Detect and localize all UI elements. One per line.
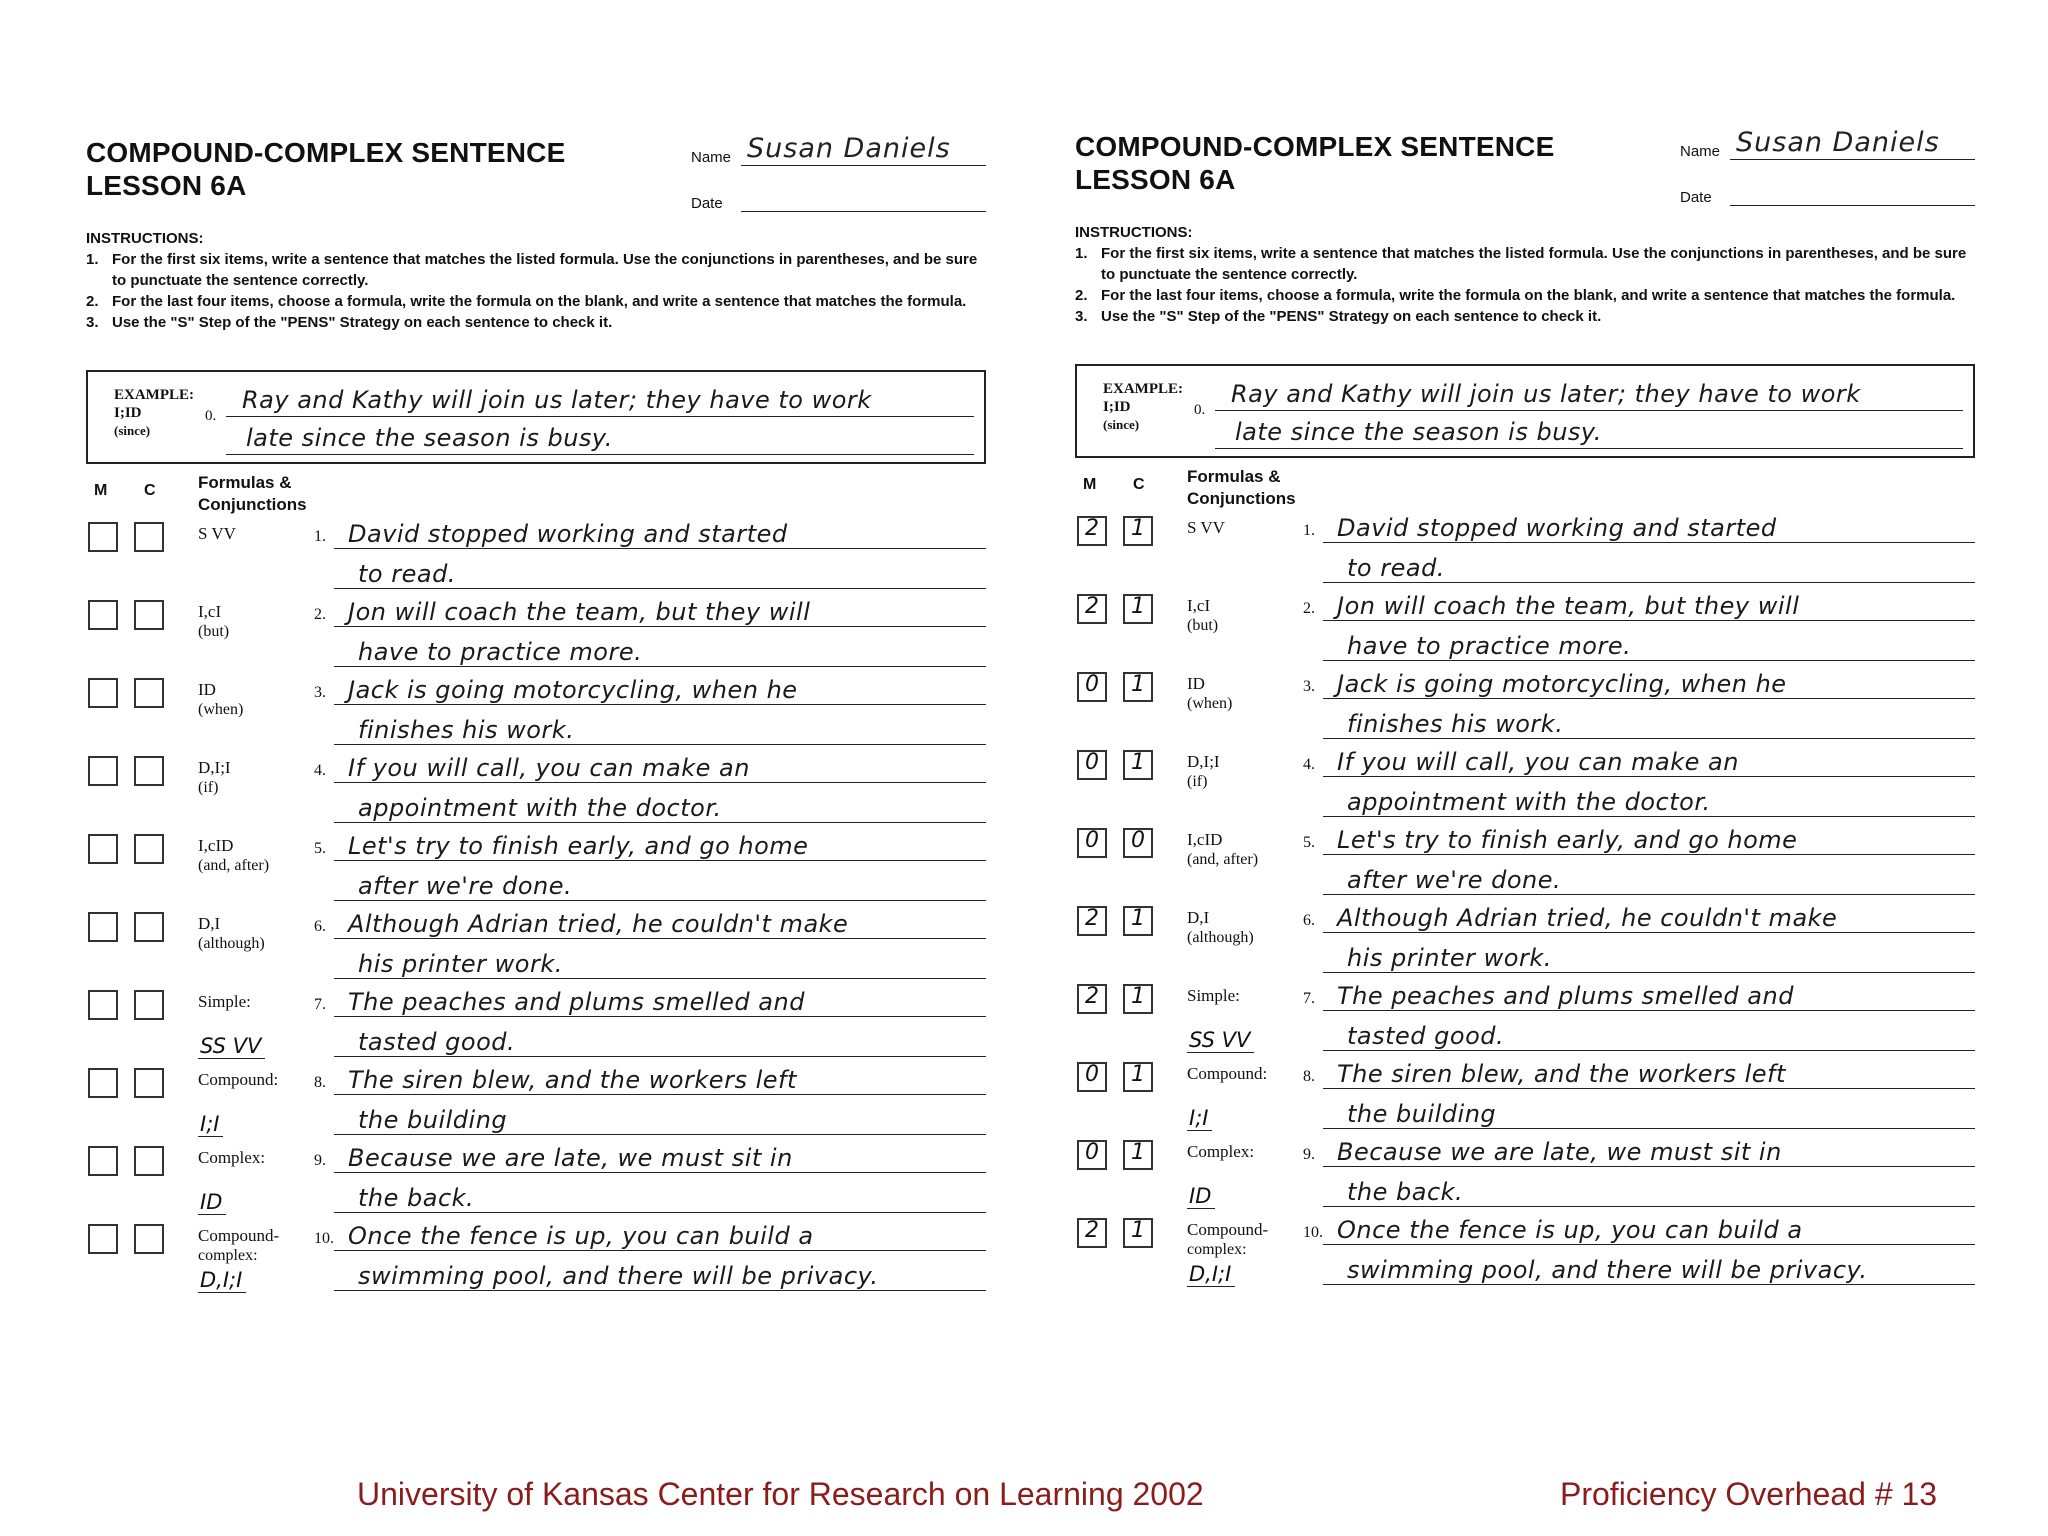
answer-line-1: David stopped working and started <box>348 520 788 548</box>
answer-line-2: the building <box>358 1106 508 1134</box>
item-number: 5. <box>1303 834 1315 851</box>
c-score-box[interactable] <box>134 1224 164 1254</box>
item-number: 4. <box>1303 756 1315 773</box>
item-number: 10. <box>1303 1224 1323 1241</box>
c-score-box[interactable] <box>1123 1218 1153 1248</box>
worksheet-item <box>86 908 986 986</box>
m-score-box[interactable] <box>88 1224 118 1254</box>
title-line-1: COMPOUND-COMPLEX SENTENCE <box>86 137 566 168</box>
item-number: 3. <box>1303 678 1315 695</box>
m-score: 0 <box>1085 672 1099 697</box>
example-label: EXAMPLE: <box>114 387 194 403</box>
name-handwritten: Susan Daniels <box>1736 127 1940 158</box>
c-score-box[interactable] <box>134 522 164 552</box>
c-score: 0 <box>1131 828 1145 853</box>
item-number: 6. <box>314 918 326 935</box>
item-number: 7. <box>314 996 326 1013</box>
worksheet-item <box>86 986 986 1064</box>
c-score: 1 <box>1131 1140 1145 1165</box>
c-score-box[interactable] <box>1123 984 1153 1014</box>
item-number: 8. <box>1303 1068 1315 1085</box>
worksheet-title <box>86 136 565 202</box>
item-formula: ID (when) <box>198 680 244 718</box>
item-number: 3. <box>314 684 326 701</box>
instructions <box>86 228 986 333</box>
answer-line-2: to read. <box>1347 554 1445 582</box>
item-formula: Complex: <box>1187 1142 1255 1161</box>
example-formula: I;ID <box>1103 399 1131 415</box>
m-score: 0 <box>1085 828 1099 853</box>
written-formula: ID <box>198 1190 226 1215</box>
worksheet-item <box>86 830 986 908</box>
answer-line-1: Jack is going motorcycling, when he <box>348 676 798 704</box>
item-number: 1. <box>314 528 326 545</box>
worksheet-item <box>1075 1136 1975 1214</box>
title-line-2: LESSON 6A <box>1075 164 1236 195</box>
m-score: 2 <box>1085 984 1099 1009</box>
column-c-header: C <box>1133 476 1145 493</box>
item-number: 10. <box>314 1230 334 1247</box>
answer-line-2: have to practice more. <box>358 638 643 666</box>
worksheet-item <box>1075 980 1975 1058</box>
answer-line-2: appointment with the doctor. <box>1347 788 1711 816</box>
c-score-box[interactable] <box>1123 906 1153 936</box>
worksheet-item <box>1075 668 1975 746</box>
item-formula: Compound- complex: <box>198 1226 280 1264</box>
m-score: 0 <box>1085 750 1099 775</box>
answer-line-1: David stopped working and started <box>1337 514 1777 542</box>
item-formula: Simple: <box>1187 986 1240 1005</box>
item-number: 2. <box>1303 600 1315 617</box>
c-score-box[interactable] <box>134 600 164 630</box>
item-formula: Compound: <box>198 1070 279 1089</box>
m-score: 0 <box>1085 1140 1099 1165</box>
m-score-box[interactable] <box>1077 984 1107 1014</box>
m-score-box[interactable] <box>88 912 118 942</box>
date-label: Date <box>691 195 723 212</box>
m-score-box[interactable] <box>88 756 118 786</box>
answer-line-2: after we're done. <box>1347 866 1562 894</box>
c-score-box[interactable] <box>134 834 164 864</box>
m-score-box[interactable] <box>1077 516 1107 546</box>
example-formula: I;ID <box>114 405 142 421</box>
item-formula: Complex: <box>198 1148 266 1167</box>
item-number: 6. <box>1303 912 1315 929</box>
item-formula: I,cI (but) <box>198 602 230 640</box>
answer-line-2: the back. <box>358 1184 475 1212</box>
example-line-2: late since the season is busy. <box>246 424 613 452</box>
answer-line-1: Jon will coach the team, but they will <box>348 598 811 626</box>
answer-line-1: Once the fence is up, you can build a <box>1337 1216 1803 1244</box>
item-formula: D,I;I (if) <box>1187 752 1220 790</box>
answer-line-1: Although Adrian tried, he couldn't make <box>348 910 849 938</box>
footer-credit: University of Kansas Center for Research on Learning 2002 <box>357 1476 1204 1512</box>
c-score: 1 <box>1131 516 1145 541</box>
worksheet-item <box>86 752 986 830</box>
formulas-header: Formulas & Conjunctions <box>198 473 307 514</box>
worksheet-item <box>86 1220 986 1298</box>
written-formula: I;I <box>198 1112 223 1137</box>
c-score: 1 <box>1131 594 1145 619</box>
worksheet-blank-scores <box>86 118 986 1318</box>
worksheet-item <box>1075 824 1975 902</box>
item-formula: S VV <box>198 524 236 543</box>
m-score-box[interactable] <box>88 600 118 630</box>
worksheet-item <box>86 596 986 674</box>
c-score-box[interactable] <box>1123 1140 1153 1170</box>
c-score-box[interactable] <box>1123 828 1153 858</box>
c-score-box[interactable] <box>134 1146 164 1176</box>
column-m-header: M <box>94 482 108 499</box>
m-score-box[interactable] <box>1077 1062 1107 1092</box>
answer-line-2: tasted good. <box>1347 1022 1505 1050</box>
column-c-header: C <box>144 482 156 499</box>
formulas-header: Formulas & Conjunctions <box>1187 467 1296 508</box>
name-label: Name <box>691 149 732 166</box>
m-score-box[interactable] <box>1077 906 1107 936</box>
example-line-1: Ray and Kathy will join us later; they have to work <box>242 386 872 414</box>
answer-line-2: appointment with the doctor. <box>358 794 722 822</box>
example-line-2: late since the season is busy. <box>1235 418 1602 446</box>
item-number: 5. <box>314 840 326 857</box>
example-number: 0. <box>205 408 217 424</box>
m-score-box[interactable] <box>88 522 118 552</box>
example-box <box>1075 364 1975 458</box>
c-score: 1 <box>1131 984 1145 1009</box>
worksheet-item <box>86 674 986 752</box>
worksheet-scored <box>1075 112 1975 1312</box>
item-number: 9. <box>314 1152 326 1169</box>
answer-line-1: If you will call, you can make an <box>1337 748 1739 776</box>
item-number: 1. <box>1303 522 1315 539</box>
item-formula: ID (when) <box>1187 674 1233 712</box>
m-score-box[interactable] <box>1077 594 1107 624</box>
answer-line-1: Let's try to finish early, and go home <box>1337 826 1798 854</box>
name-label: Name <box>1680 143 1721 160</box>
item-formula: I,cID (and, after) <box>198 836 270 874</box>
instruction-item: 3. Use the "S" Step of the "PENS" Strategy on each sentence to check it. <box>86 314 613 331</box>
example-conjunction: (since) <box>1103 417 1140 432</box>
written-formula: D,I;I <box>1187 1262 1235 1287</box>
m-score: 2 <box>1085 516 1099 541</box>
answer-line-1: The siren blew, and the workers left <box>1337 1060 1786 1088</box>
instruction-item: 1. For the first six items, write a sentence that matches the listed formula. Use the conjunctions in parentheses, and be sure to punctuate the sentence correctly. <box>86 251 978 289</box>
c-score-box[interactable] <box>134 990 164 1020</box>
name-date-block <box>691 128 986 220</box>
c-score: 1 <box>1131 906 1145 931</box>
item-number: 8. <box>314 1074 326 1091</box>
worksheet-item <box>1075 1058 1975 1136</box>
answer-line-1: Once the fence is up, you can build a <box>348 1222 814 1250</box>
example-conjunction: (since) <box>114 423 151 438</box>
worksheet-item <box>1075 902 1975 980</box>
item-number: 9. <box>1303 1146 1315 1163</box>
c-score: 1 <box>1131 750 1145 775</box>
worksheet-item <box>1075 590 1975 668</box>
m-score-box[interactable] <box>1077 750 1107 780</box>
c-score: 1 <box>1131 1218 1145 1243</box>
item-formula: Compound: <box>1187 1064 1268 1083</box>
answer-line-2: to read. <box>358 560 456 588</box>
answer-line-1: Because we are late, we must sit in <box>348 1144 793 1172</box>
answer-line-2: swimming pool, and there will be privacy. <box>1347 1256 1868 1284</box>
instruction-item: 2. For the last four items, choose a formula, write the formula on the blank, and write a sentence that matches the formula. <box>1075 287 1956 304</box>
example-number: 0. <box>1194 402 1206 418</box>
example-label: EXAMPLE: <box>1103 381 1183 397</box>
name-handwritten: Susan Daniels <box>747 133 951 164</box>
column-m-header: M <box>1083 476 1097 493</box>
worksheet-item <box>1075 512 1975 590</box>
c-score-box[interactable] <box>1123 516 1153 546</box>
item-formula: Simple: <box>198 992 251 1011</box>
c-score-box[interactable] <box>134 912 164 942</box>
item-formula: D,I;I (if) <box>198 758 231 796</box>
m-score: 2 <box>1085 906 1099 931</box>
worksheet-item <box>86 1142 986 1220</box>
item-formula: D,I (although) <box>198 914 265 952</box>
c-score-box[interactable] <box>134 756 164 786</box>
title-line-1: COMPOUND-COMPLEX SENTENCE <box>1075 131 1555 162</box>
answer-line-2: his printer work. <box>1347 944 1552 972</box>
item-formula: D,I (although) <box>1187 908 1254 946</box>
answer-line-1: The peaches and plums smelled and <box>348 988 805 1016</box>
c-score-box[interactable] <box>134 678 164 708</box>
item-number: 2. <box>314 606 326 623</box>
answer-line-2: finishes his work. <box>1347 710 1564 738</box>
answer-line-1: Let's try to finish early, and go home <box>348 832 809 860</box>
item-formula: Compound- complex: <box>1187 1220 1269 1258</box>
answer-line-1: Jon will coach the team, but they will <box>1337 592 1800 620</box>
answer-line-1: If you will call, you can make an <box>348 754 750 782</box>
worksheet-title <box>1075 130 1554 196</box>
c-score-box[interactable] <box>1123 594 1153 624</box>
answer-line-1: Although Adrian tried, he couldn't make <box>1337 904 1838 932</box>
answer-line-1: Because we are late, we must sit in <box>1337 1138 1782 1166</box>
item-formula: I,cI (but) <box>1187 596 1219 634</box>
c-score-box[interactable] <box>1123 1062 1153 1092</box>
written-formula: SS VV <box>198 1034 265 1059</box>
m-score-box[interactable] <box>88 1146 118 1176</box>
title-line-2: LESSON 6A <box>86 170 247 201</box>
answer-line-2: finishes his work. <box>358 716 575 744</box>
instruction-item: 2. For the last four items, choose a formula, write the formula on the blank, and write a sentence that matches the formula. <box>86 293 967 310</box>
m-score: 2 <box>1085 1218 1099 1243</box>
c-score-box[interactable] <box>134 1068 164 1098</box>
m-score-box[interactable] <box>1077 1140 1107 1170</box>
written-formula: ID <box>1187 1184 1215 1209</box>
m-score-box[interactable] <box>88 990 118 1020</box>
written-formula: SS VV <box>1187 1028 1254 1053</box>
instructions-title: INSTRUCTIONS: <box>86 230 204 247</box>
c-score-box[interactable] <box>1123 750 1153 780</box>
worksheet-item <box>1075 746 1975 824</box>
footer-overhead-number: Proficiency Overhead # 13 <box>1560 1476 1938 1512</box>
answer-line-2: the back. <box>1347 1178 1464 1206</box>
answer-line-2: tasted good. <box>358 1028 516 1056</box>
m-score-box[interactable] <box>88 1068 118 1098</box>
c-score: 1 <box>1131 672 1145 697</box>
instruction-item: 3. Use the "S" Step of the "PENS" Strategy on each sentence to check it. <box>1075 308 1602 325</box>
instructions <box>1075 222 1975 327</box>
worksheet-item <box>86 1064 986 1142</box>
name-date-block <box>1680 122 1975 214</box>
m-score-box[interactable] <box>1077 672 1107 702</box>
item-formula: S VV <box>1187 518 1225 537</box>
answer-line-2: his printer work. <box>358 950 563 978</box>
m-score-box[interactable] <box>88 678 118 708</box>
written-formula: D,I;I <box>198 1268 246 1293</box>
answer-line-2: the building <box>1347 1100 1497 1128</box>
answer-line-2: have to practice more. <box>1347 632 1632 660</box>
item-number: 4. <box>314 762 326 779</box>
example-box <box>86 370 986 464</box>
worksheet-item <box>86 518 986 596</box>
m-score-box[interactable] <box>1077 1218 1107 1248</box>
answer-line-2: after we're done. <box>358 872 573 900</box>
c-score: 1 <box>1131 1062 1145 1087</box>
answer-line-1: The siren blew, and the workers left <box>348 1066 797 1094</box>
answer-line-1: The peaches and plums smelled and <box>1337 982 1794 1010</box>
item-number: 7. <box>1303 990 1315 1007</box>
instruction-item: 1. For the first six items, write a sentence that matches the listed formula. Use the conjunctions in parentheses, and be sure to punctuate the sentence correctly. <box>1075 245 1967 283</box>
example-line-1: Ray and Kathy will join us later; they have to work <box>1231 380 1861 408</box>
m-score-box[interactable] <box>88 834 118 864</box>
m-score-box[interactable] <box>1077 828 1107 858</box>
answer-line-2: swimming pool, and there will be privacy. <box>358 1262 879 1290</box>
instructions-title: INSTRUCTIONS: <box>1075 224 1193 241</box>
m-score: 0 <box>1085 1062 1099 1087</box>
c-score-box[interactable] <box>1123 672 1153 702</box>
date-label: Date <box>1680 189 1712 206</box>
written-formula: I;I <box>1187 1106 1212 1131</box>
m-score: 2 <box>1085 594 1099 619</box>
item-formula: I,cID (and, after) <box>1187 830 1259 868</box>
answer-line-1: Jack is going motorcycling, when he <box>1337 670 1787 698</box>
worksheet-item <box>1075 1214 1975 1292</box>
